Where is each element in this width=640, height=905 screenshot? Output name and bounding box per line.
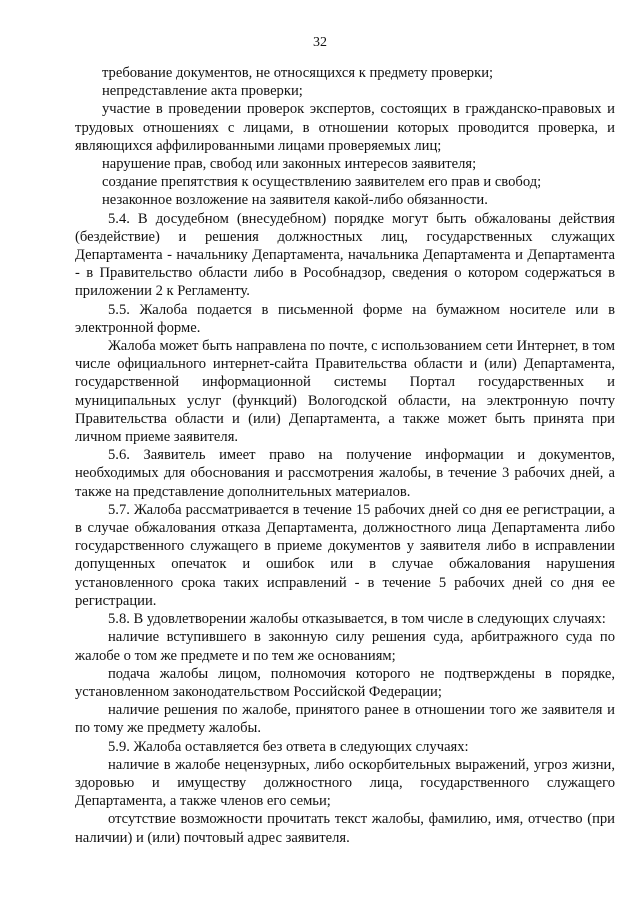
section-5-6: 5.6. Заявитель имеет право на получение информации и документов, необходимых для обоснования и рассмотрения жалобы, в течение 3 рабочих дней, а также на представление дополнительных материалов. [75,447,615,500]
page-number: 32 [313,35,327,50]
paragraph-prior-decision: наличие решения по жалобе, принятого ранее в отношении того же заявителя и по тому же предмету жалобы. [75,702,615,737]
paragraph-6: незаконное возложение на заявителя какой-либо обязанности. [102,192,488,209]
section-5-9: 5.9. Жалоба оставляется без ответа в следующих случаях: [108,738,469,755]
paragraph-1: требование документов, не относящихся к предмету проверки; [102,65,494,81]
section-5-8: 5.8. В удовлетворении жалобы отказывается, в том числе в следующих случаях: [108,611,606,628]
paragraph-complaint-submission: Жалоба может быть направлена по почте, с использованием сети Интернет, в том числе официального интернет-сайта Правительства области и (или) Департамента, государственной информационной системы Портал государственных и муниципальных услуг (функций) Вологодской области, на электронную почту Правительства области и (или) Департамента, а также может быть принята при личном приеме заявителя. [75,338,615,446]
paragraph-2: непредставление акта проверки; [102,83,303,100]
section-5-4: 5.4. В досудебном (внесудебном) порядке могут быть обжалованы действия (бездействие) и решения должностных лиц, государственных служащих Департамента - начальнику Департамента, начальника Департамента и Департамента - в Правительство области либо в Рособнадзор, сведения о котором содержаться в приложении 2 к Регламенту. [75,210,615,300]
paragraph-unauthorized-filer: подача жалобы лицом, полномочия которого не подтверждены в порядке, установленном законодательством Российской Федерации; [75,665,615,700]
section-5-5: 5.5. Жалоба подается в письменной форме на бумажном носителе или в электронной форме. [75,301,615,336]
paragraph-4: нарушение прав, свобод или законных интересов заявителя; [102,156,477,173]
paragraph-unreadable-text: отсутствие возможности прочитать текст жалобы, фамилию, имя, отчество (при наличии) и (или) почтовый адрес заявителя. [75,811,615,846]
paragraph-obscene-language: наличие в жалобе нецензурных, либо оскорбительных выражений, угроз жизни, здоровью и имуществу должностного лица, государственного служащего Департамента, а также членов его семьи; [75,756,615,810]
paragraph-court-decision: наличие вступившего в законную силу решения суда, арбитражного суда по жалобе о том же предмете и по тем же основаниям; [75,629,615,664]
paragraph-3: участие в проведении проверок экспертов, состоящих в гражданско-правовых и трудовых отношениях с лицами, в отношении которых проводится проверка, и являющихся аффилированными лицами проверяемых лиц; [75,101,615,154]
section-5-7: 5.7. Жалоба рассматривается в течение 15 рабочих дней со дня ее регистрации, а в случае обжалования отказа Департамента, должностного лица Департамента либо государственного служащего в приеме документов у заявителя либо в исправлении допущенных опечаток и ошибок или в случае обжалования нарушения установленного срока таких исправлений - в течение 5 рабочих дней со дня ее регистрации. [75,501,615,609]
paragraph-5: создание препятствия к осуществлению заявителем его прав и свобод; [102,174,542,191]
document-body [75,64,615,847]
